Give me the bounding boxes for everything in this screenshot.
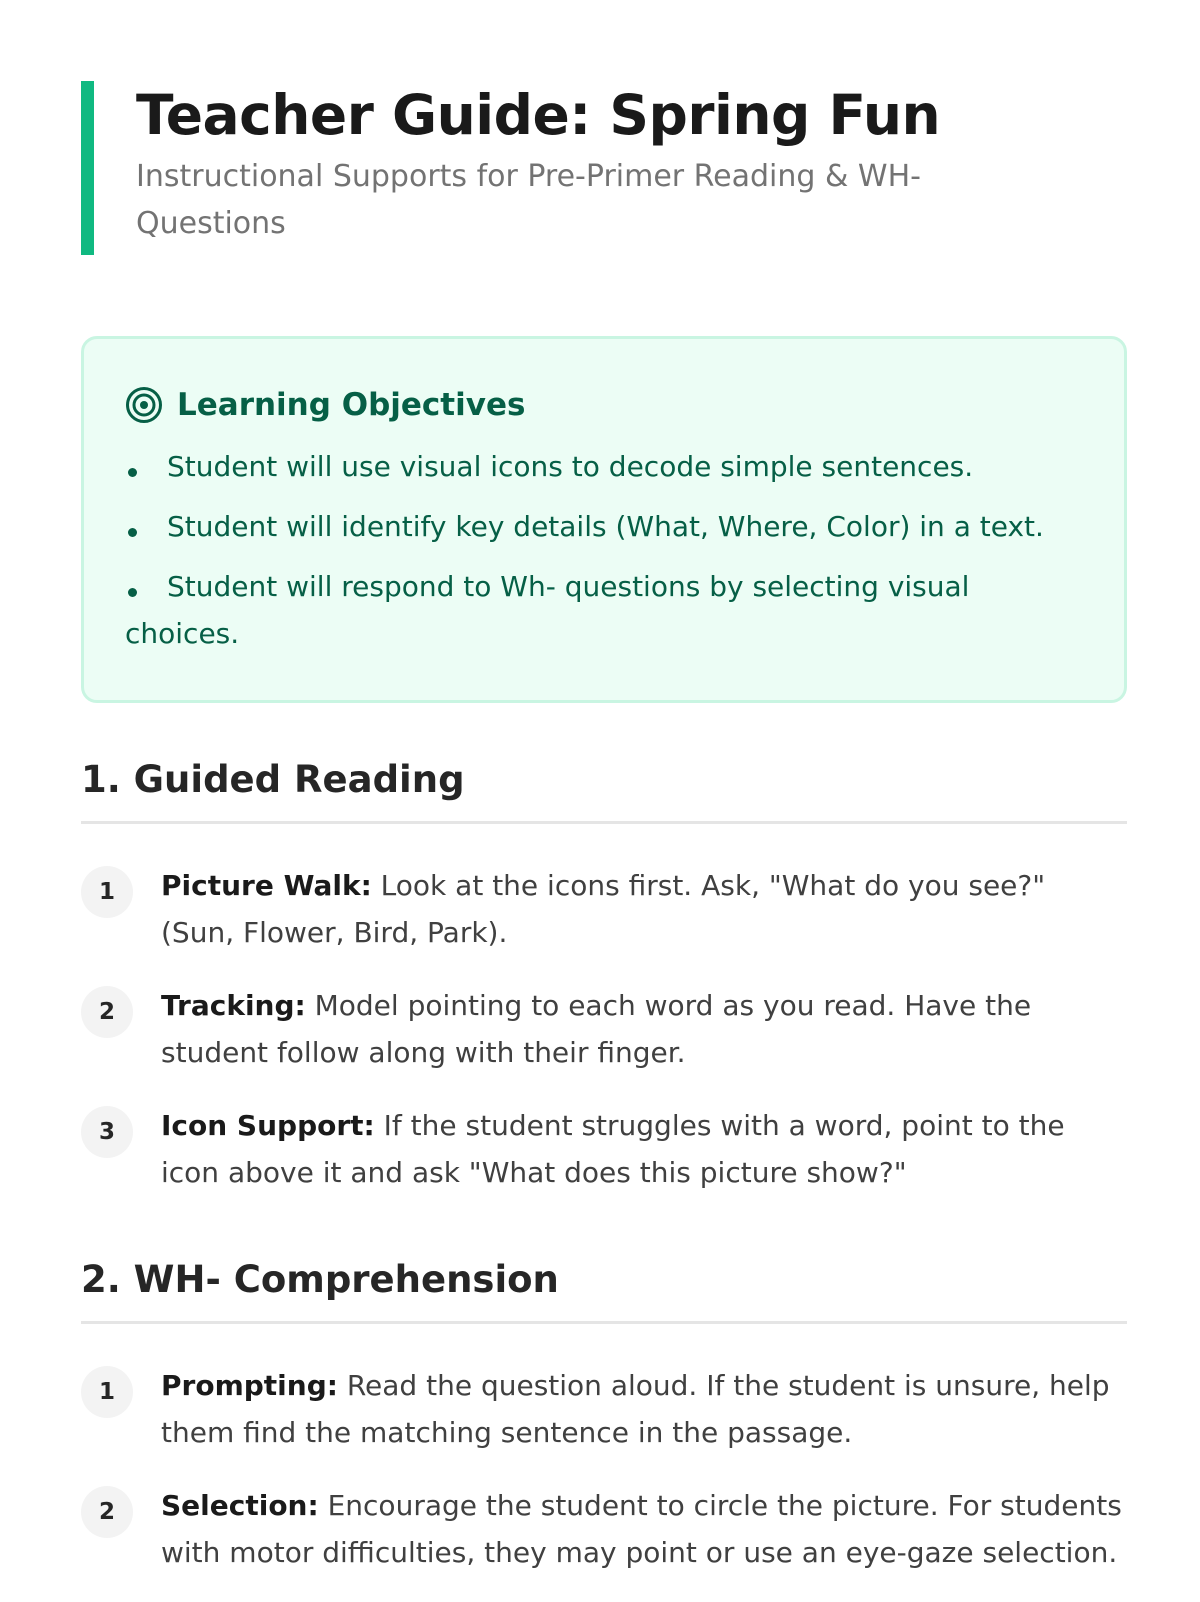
step-label: Icon Support:	[161, 1109, 375, 1142]
objective-item	[125, 443, 1084, 490]
step-number-badge: 1	[81, 1366, 133, 1418]
learning-objectives-box	[81, 336, 1127, 703]
step-description: Look at the icons first. Ask, "What do you see?" (Sun, Flower, Bird, Park).	[161, 869, 1046, 949]
section-title: 1. Guided Reading	[81, 755, 1127, 824]
page-subtitle: Instructional Supports for Pre-Primer Reading & WH-Questions	[136, 159, 921, 241]
objective-item	[125, 503, 1084, 550]
step-description: If the student struggles with a word, point to the icon above it and ask "What does this picture show?"	[161, 1109, 1065, 1189]
step-item	[81, 1102, 1127, 1196]
step-text	[161, 1362, 1127, 1456]
step-number-badge: 2	[81, 1486, 133, 1538]
step-text	[161, 1102, 1127, 1196]
step-number-badge: 1	[81, 866, 133, 918]
step-label: Tracking:	[161, 989, 306, 1022]
step-label: Selection:	[161, 1489, 319, 1522]
step-number-badge: 3	[81, 1106, 133, 1158]
section-wh-comprehension	[81, 1255, 1127, 1602]
step-item	[81, 1362, 1127, 1456]
objective-text: Student will use visual icons to decode simple sentences.	[167, 450, 974, 483]
step-description: Read the question aloud. If the student is unsure, help them find the matching sentence in the passage.	[161, 1369, 1110, 1449]
step-description: Encourage the student to circle the picture. For students with motor difficulties, they may point or use an eye-gaze selection.	[161, 1489, 1122, 1569]
guide-header	[81, 81, 1121, 255]
step-list	[81, 1362, 1127, 1576]
step-text	[161, 982, 1127, 1076]
page-title: Teacher Guide: Spring Fun	[136, 83, 941, 147]
step-number-badge: 2	[81, 986, 133, 1038]
step-text	[161, 1482, 1127, 1576]
objective-text: Student will identify key details (What, Where, Color) in a text.	[167, 510, 1044, 543]
step-label: Picture Walk:	[161, 869, 372, 902]
step-item	[81, 982, 1127, 1076]
step-list	[81, 862, 1127, 1196]
objective-text: Student will respond to Wh- questions by selecting visual choices.	[125, 570, 970, 650]
step-item	[81, 862, 1127, 956]
target-icon	[125, 386, 163, 424]
section-title: 2. WH- Comprehension	[81, 1255, 1127, 1324]
section-guided-reading	[81, 755, 1127, 1222]
objectives-title: Learning Objectives	[177, 387, 526, 423]
step-text	[161, 862, 1127, 956]
step-label: Prompting:	[161, 1369, 338, 1402]
objective-item	[125, 563, 1084, 657]
step-item	[81, 1482, 1127, 1576]
objectives-heading	[125, 383, 1084, 427]
step-description: Model pointing to each word as you read. Have the student follow along with their finger.	[161, 989, 1032, 1069]
objectives-list	[125, 443, 1084, 657]
